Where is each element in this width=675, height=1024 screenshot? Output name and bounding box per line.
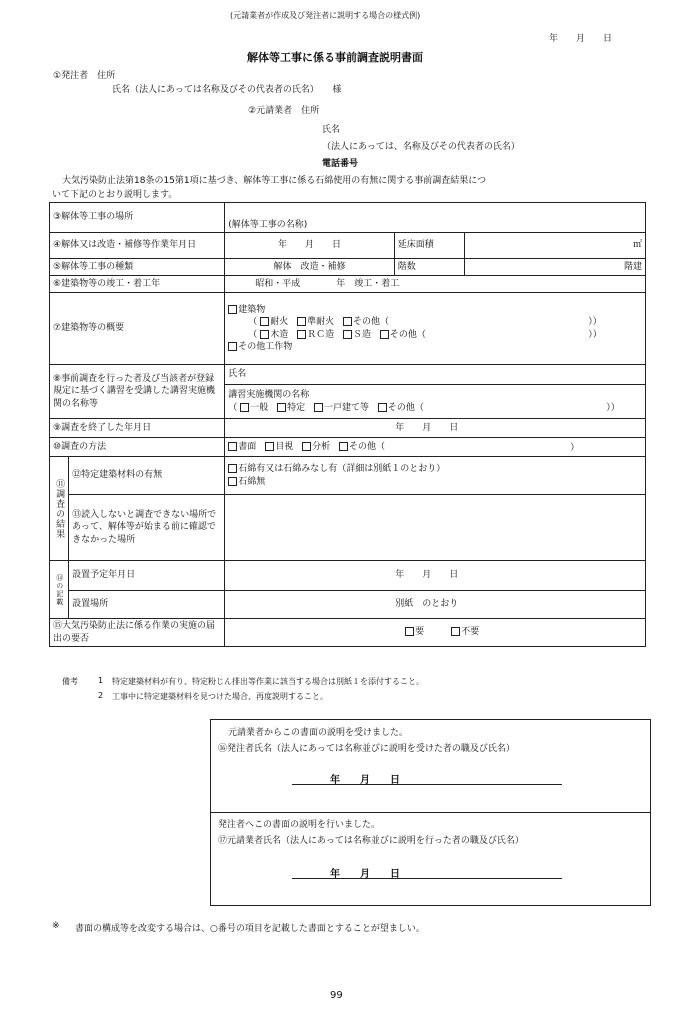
notes-head: 備考 — [62, 677, 78, 686]
floors-label: 階数 — [394, 259, 464, 276]
asbestos-yes-checkbox[interactable] — [228, 464, 237, 473]
build-year-label: ⑥建築物等の竣工・着工年 — [50, 276, 225, 293]
document-option: 書面 — [238, 441, 257, 452]
receipt-divider — [210, 812, 650, 813]
fireproof-checkbox[interactable] — [260, 317, 269, 326]
note-1: 特定建築材料が有り、特定粉じん排出等作業に該当する場合は別紙１を添付すること。 — [112, 677, 424, 686]
work-site-label: ③解体等工事の場所 — [50, 203, 225, 233]
fireproof-option: 耐火 — [270, 317, 289, 328]
row-work-date — [50, 233, 646, 259]
analysis-checkbox[interactable] — [302, 442, 311, 451]
row-install-date — [50, 561, 646, 591]
method-other-option: その他（ — [348, 441, 385, 452]
surveyor-name-label: 氏名 — [225, 365, 646, 385]
specific-checkbox[interactable] — [277, 403, 286, 412]
install-place-label: 設置場所 — [69, 591, 225, 619]
asbestos-presence-label: ⑫特定建築材料の有無 — [69, 457, 225, 495]
general-option: 一般 — [250, 402, 269, 413]
client-receipt-line-2: ⑯発注者氏名（法人にあっては名称並びに説明を受けた者の職及び氏名） — [218, 744, 515, 754]
work-date-label: ④解体又は改造・補修等作業年月日 — [50, 233, 225, 259]
build-year-value: 昭和・平成 年 竣工・着工 — [225, 276, 646, 293]
paren-close: ）） — [588, 317, 602, 328]
building-overview-options — [225, 293, 646, 365]
row-unconfirmed-places — [50, 495, 646, 561]
row-asbestos-presence — [50, 457, 646, 495]
page-number: 99 — [330, 990, 343, 1001]
visual-checkbox[interactable] — [265, 442, 274, 451]
org-other-option: その他（ — [387, 402, 424, 413]
other-structure-checkbox[interactable] — [228, 342, 237, 351]
row-building-overview — [50, 293, 646, 365]
row-surveyor-name — [50, 365, 646, 385]
asbestos-no-option: 石綿無 — [238, 476, 266, 487]
install-group-label: ⑭の記載 — [50, 561, 69, 619]
install-date-value: 年 月 日 — [225, 561, 646, 591]
client-address-label: ①発注者 住所 — [53, 71, 116, 81]
training-org-label: 講習実施機関の名称 — [228, 390, 310, 401]
floors-unit: 階建 — [464, 259, 645, 276]
install-date-label: 設置予定年月日 — [69, 561, 225, 591]
paren-open: （ — [248, 317, 258, 328]
row-install-place — [50, 591, 646, 619]
install-place-value: 別紙 のとおり — [225, 591, 646, 619]
footer-mark: ※ — [52, 921, 60, 931]
contractor-name-note: （法人にあっては、名称及びその代表者の氏名） — [322, 142, 520, 152]
survey-end-date-label: ⑨調査を終了した年月日 — [50, 419, 225, 438]
notification-no-option: 不要 — [461, 627, 480, 638]
notification-yes-checkbox[interactable] — [405, 627, 414, 636]
work-type-value: 解体 改造・補修 — [225, 259, 395, 276]
visual-option: 目視 — [275, 441, 294, 452]
client-receipt-date: 年 月 日 — [330, 775, 400, 786]
intro-line-1: 大気汚染防止法第18条の15第1項に基づき、解体等工事に係る石綿使用の有無に関する事前調査結果につ — [62, 176, 487, 186]
client-signature-line[interactable] — [292, 784, 562, 785]
semi-fireproof-option: 準耐火 — [307, 317, 335, 328]
rc-option: ＲＣ造 — [307, 329, 335, 340]
row-work-type — [50, 259, 646, 276]
other-structure-option: その他工作物 — [238, 341, 293, 352]
row-build-year — [50, 276, 646, 293]
form-note: (元請業者が作成及び発注者に説明する場合の様式例) — [230, 11, 421, 20]
detached-house-option: 一戸建て等 — [323, 402, 369, 413]
fire-other-option: その他（ — [352, 317, 389, 328]
asbestos-no-checkbox[interactable] — [228, 477, 237, 486]
contractor-receipt-line-2: ⑰元請業者氏名（法人にあっては名称並びに説明を行った者の職及び氏名） — [218, 836, 524, 846]
client-receipt-line-1: 元請業者からこの書面の説明を受けました。 — [228, 728, 409, 738]
paren-open: （ — [228, 402, 238, 413]
work-type-label: ⑤解体等工事の種類 — [50, 259, 225, 276]
rc-checkbox[interactable] — [297, 330, 306, 339]
steel-checkbox[interactable] — [343, 330, 352, 339]
steel-option: Ｓ造 — [352, 329, 371, 340]
paren-open: （ — [248, 329, 258, 340]
contractor-address-label: ②元請業者 住所 — [248, 106, 320, 116]
paren-close: ） — [570, 443, 580, 453]
document-checkbox[interactable] — [228, 442, 237, 451]
asbestos-yes-option: 石綿有又は石綿みなし有（詳細は別紙１のとおり） — [238, 464, 446, 475]
building-checkbox[interactable] — [228, 305, 237, 314]
notification-label: ⑮大気汚染防止法に係る作業の実施の届出の要否 — [50, 619, 225, 647]
floor-area-label: 延床面積 — [394, 233, 464, 259]
survey-method-options — [225, 438, 646, 457]
wood-checkbox[interactable] — [260, 330, 269, 339]
method-other-checkbox[interactable] — [339, 442, 348, 451]
structure-other-option: その他（ — [389, 329, 426, 340]
row-survey-end-date — [50, 419, 646, 438]
training-org-cell — [225, 385, 646, 419]
org-other-checkbox[interactable] — [378, 403, 387, 412]
work-date-value: 年 月 日 — [225, 233, 395, 259]
note-2: 工事中に特定建築材料を見つけた場合、再度説明すること。 — [112, 692, 328, 701]
paren-close: ）） — [606, 402, 620, 413]
intro-line-2: いて下記のとおり説明します。 — [52, 190, 178, 200]
surveyor-label: ⑧事前調査を行った者及び当該者が登録規定に基づく講習を受講した講習実施機関の名称等 — [50, 365, 225, 419]
page-title: 解体等工事に係る事前調査説明書面 — [247, 51, 423, 64]
general-checkbox[interactable] — [240, 403, 249, 412]
survey-table — [49, 202, 646, 647]
analysis-option: 分析 — [312, 441, 331, 452]
header-date: 年 月 日 — [549, 34, 613, 44]
fire-other-checkbox[interactable] — [343, 317, 352, 326]
unconfirmed-places-label: ⑬読入しないと調査できない場所であって、解体等が始まる前に確認できなかった場所 — [69, 495, 225, 561]
semi-fireproof-checkbox[interactable] — [297, 317, 306, 326]
note-2-number: 2 — [98, 691, 104, 700]
detached-house-checkbox[interactable] — [314, 403, 323, 412]
survey-end-date-value: 年 月 日 — [225, 419, 646, 438]
contractor-signature-line[interactable] — [292, 878, 562, 879]
unconfirmed-places-value — [225, 495, 646, 561]
contractor-receipt-line-1: 発注者へこの書面の説明を行いました。 — [218, 820, 381, 830]
contractor-receipt-date: 年 月 日 — [330, 869, 400, 880]
work-site-value: (解体等工事の名称) — [225, 203, 646, 233]
wood-option: 木造 — [270, 329, 289, 340]
building-overview-label: ⑦建築物等の概要 — [50, 293, 225, 365]
row-work-site — [50, 203, 646, 233]
contractor-phone-label: 電話番号 — [322, 159, 359, 169]
notification-no-checkbox[interactable] — [451, 627, 460, 636]
survey-method-label: ⑩調査の方法 — [50, 438, 225, 457]
specific-option: 特定 — [287, 402, 306, 413]
row-notification — [50, 619, 646, 647]
floor-area-unit: ㎡ — [464, 233, 645, 259]
building-option: 建築物 — [238, 305, 266, 316]
paren-close: ）） — [588, 329, 602, 340]
notification-yes-option: 要 — [415, 627, 425, 638]
survey-result-group-label: ⑪調査の結果 — [50, 457, 69, 561]
row-survey-method — [50, 438, 646, 457]
client-name-line: 氏名（法人にあっては名称及びその代表者の氏名） 様 — [112, 85, 342, 95]
footer-note: 書面の構成等を改変する場合は、○番号の項目を記載した書面とすることが望ましい。 — [75, 924, 425, 934]
notification-options — [225, 619, 646, 647]
note-1-number: 1 — [98, 676, 104, 685]
asbestos-presence-options — [225, 457, 646, 495]
contractor-name-label: 氏名 — [322, 125, 341, 135]
structure-other-checkbox[interactable] — [380, 330, 389, 339]
